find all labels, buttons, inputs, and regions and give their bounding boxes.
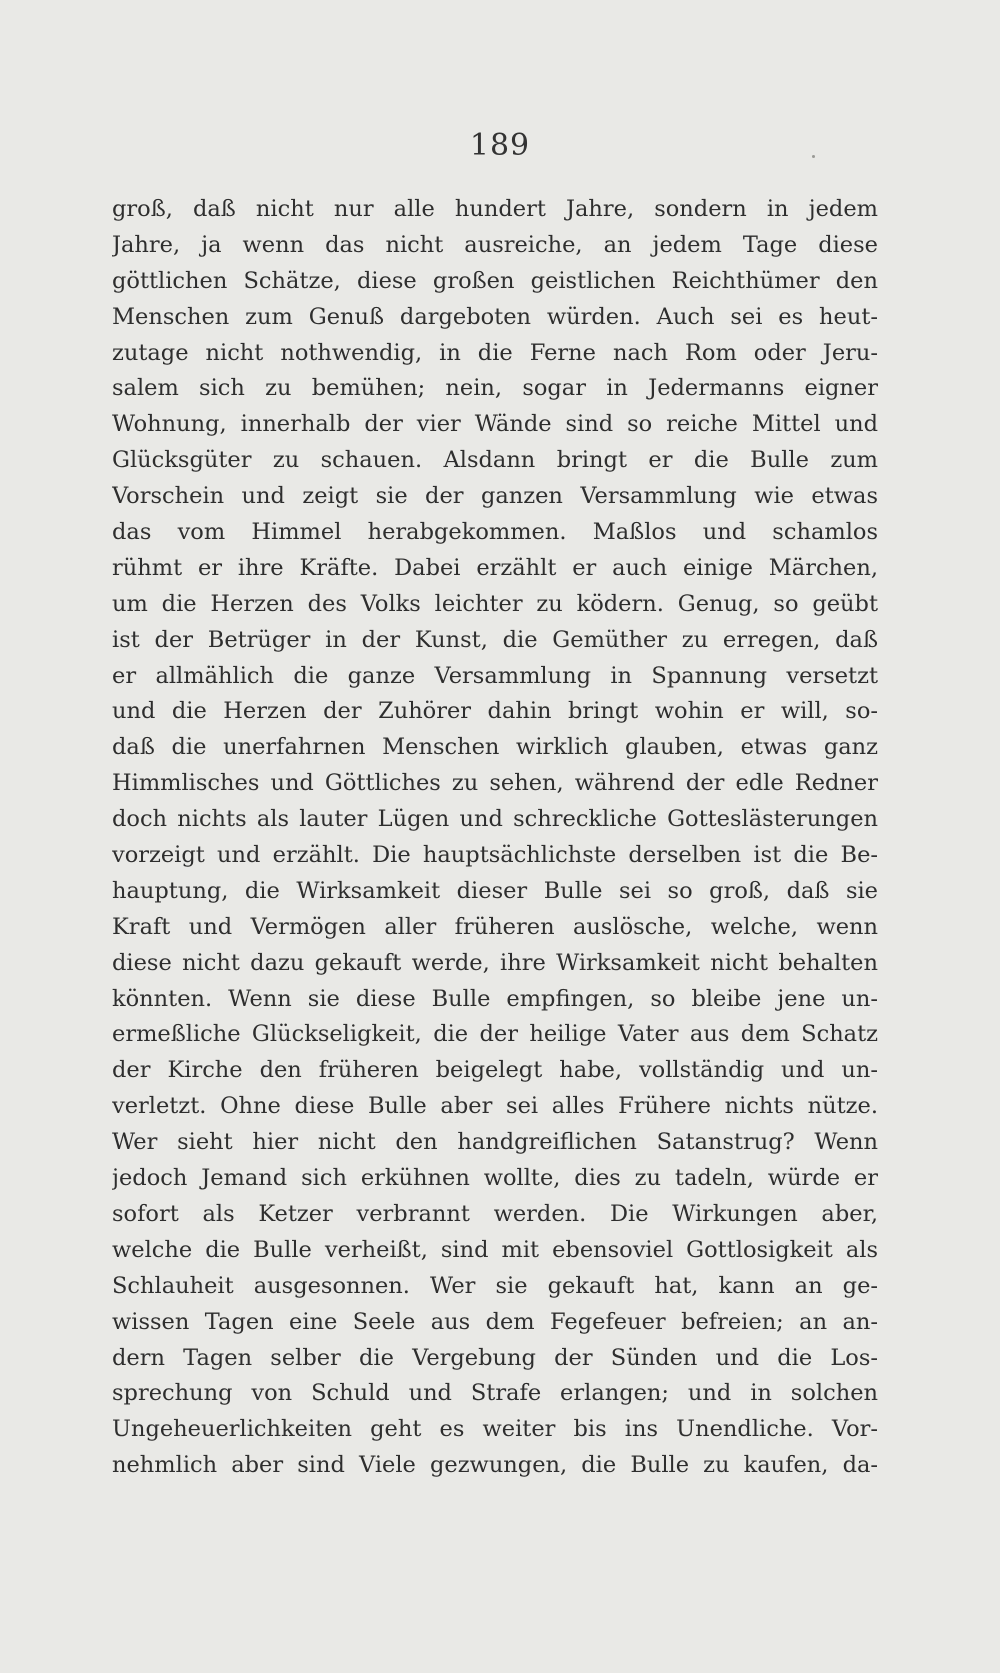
text-line: vorzeigt und erzählt. Die hauptsächlichste derselben ist die Be-: [112, 842, 878, 869]
text-line: Kraft und Vermögen aller früheren auslösche, welche, wenn: [112, 913, 878, 940]
text-line: das vom Himmel herabgekommen. Maßlos und schamlos: [112, 519, 878, 546]
text-line: rühmt er ihre Kräfte. Dabei erzählt er auch einige Märchen,: [112, 554, 878, 581]
text-line: Wer sieht hier nicht den handgreiflichen Satanstrug? Wenn: [112, 1129, 878, 1156]
body-text: [112, 192, 878, 1484]
text-line: jedoch Jemand sich erkühnen wollte, dies zu tadeln, würde er: [112, 1165, 878, 1192]
text-line: Wohnung, innerhalb der vier Wände sind so reiche Mittel und: [112, 411, 878, 438]
text-line: um die Herzen des Volks leichter zu ködern. Genug, so geübt: [112, 590, 878, 617]
text-line: ermeßliche Glückseligkeit, die der heilige Vater aus dem Schatz: [112, 1021, 878, 1048]
text-line: diese nicht dazu gekauft werde, ihre Wirksamkeit nicht behalten: [112, 949, 878, 976]
text-line: zutage nicht nothwendig, in die Ferne nach Rom oder Jeru-: [112, 339, 878, 366]
text-line: ist der Betrüger in der Kunst, die Gemüther zu erregen, daß: [112, 626, 878, 653]
page-number: 189: [469, 128, 531, 163]
text-line: Ungeheuerlichkeiten geht es weiter bis ins Unendliche. Vor-: [112, 1416, 878, 1443]
text-line: doch nichts als lauter Lügen und schreckliche Gotteslästerungen: [112, 806, 878, 833]
text-line: Vorschein und zeigt sie der ganzen Versammlung wie etwas: [112, 483, 878, 510]
text-line: groß, daß nicht nur alle hundert Jahre, sondern in jedem: [112, 196, 878, 222]
paper-speck: [812, 155, 815, 158]
text-line: dern Tagen selber die Vergebung der Sünden und die Los-: [112, 1344, 878, 1371]
text-line: er allmählich die ganze Versammlung in Spannung versetzt: [112, 662, 878, 689]
text-line: salem sich zu bemühen; nein, sogar in Jedermanns eigner: [112, 375, 878, 402]
text-line: Himmlisches und Göttliches zu sehen, während der edle Redner: [112, 770, 878, 797]
text-line: Jahre, ja wenn das nicht ausreiche, an jedem Tage diese: [112, 231, 878, 258]
text-line: Menschen zum Genuß dargeboten würden. Auch sei es heut-: [112, 303, 878, 330]
text-line: nehmlich aber sind Viele gezwungen, die Bulle zu kaufen, da-: [112, 1452, 878, 1479]
text-line: hauptung, die Wirksamkeit dieser Bulle sei so groß, daß sie: [112, 877, 878, 904]
text-line: Glücksgüter zu schauen. Alsdann bringt er die Bulle zum: [112, 447, 878, 474]
text-line: daß die unerfahrnen Menschen wirklich glauben, etwas ganz: [112, 734, 878, 761]
text-line: Schlauheit ausgesonnen. Wer sie gekauft hat, kann an ge-: [112, 1272, 878, 1299]
text-line: welche die Bulle verheißt, sind mit ebensoviel Gottlosigkeit als: [112, 1236, 878, 1263]
text-line: wissen Tagen eine Seele aus dem Fegefeuer befreien; an an-: [112, 1308, 878, 1335]
text-line: sprechung von Schuld und Strafe erlangen; und in solchen: [112, 1380, 878, 1407]
text-line: verletzt. Ohne diese Bulle aber sei alles Frühere nichts nütze.: [112, 1093, 878, 1120]
text-line: göttlichen Schätze, diese großen geistlichen Reichthümer den: [112, 267, 878, 294]
text-line: der Kirche den früheren beigelegt habe, vollständig und un-: [112, 1057, 878, 1084]
text-line: sofort als Ketzer verbrannt werden. Die Wirkungen aber,: [112, 1200, 878, 1227]
text-line: könnten. Wenn sie diese Bulle empfingen, so bleibe jene un-: [112, 985, 878, 1012]
text-line: und die Herzen der Zuhörer dahin bringt wohin er will, so-: [112, 698, 878, 725]
